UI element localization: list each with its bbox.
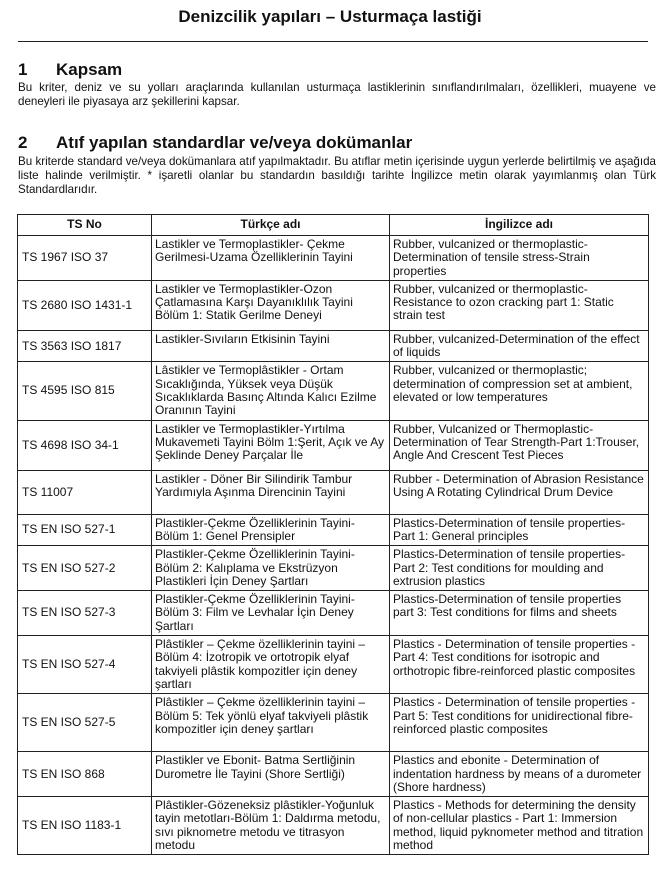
section-1-title: Kapsam xyxy=(56,60,123,79)
table-row xyxy=(18,752,649,797)
header-ts-no: TS No xyxy=(18,215,152,236)
english-name-cell: Plastics-Determination of tensile properties-Part 1: General principles xyxy=(390,514,649,546)
turkish-name-cell: Plâstikler – Çekme özelliklerinin tayini – Bölüm 4: İzotropik ve ortotropik elyaf takviyeli plâstik kompozitler için deney şartları xyxy=(152,636,390,694)
english-name-cell: Plastics and ebonite - Determination of indentation hardness by means of a durometer (Shore hardness) xyxy=(390,752,649,797)
turkish-name-cell: Lastikler ve Termoplastikler-Ozon Çatlamasına Karşı Dayanıklılık Tayini Bölüm 1: Statik Gerilme Deneyi xyxy=(152,280,390,330)
table-row xyxy=(18,330,649,362)
table-row xyxy=(18,280,649,330)
section-1-number: 1 xyxy=(18,60,28,79)
ts-no-cell: TS 3563 ISO 1817 xyxy=(18,330,152,362)
english-name-cell: Plastics - Determination of tensile properties - Part 4: Test conditions for isotropic and orthotropic fibre-reinforced plastic composites xyxy=(390,636,649,694)
ts-no-cell: TS EN ISO 1183-1 xyxy=(18,797,152,855)
table-row xyxy=(18,514,649,546)
turkish-name-cell: Plastikler-Çekme Özelliklerinin Tayini-Bölüm 1: Genel Prensipler xyxy=(152,514,390,546)
ts-no-cell: TS 4698 ISO 34-1 xyxy=(18,420,152,470)
english-name-cell: Rubber, vulcanized or thermoplastic-Resistance to ozon cracking part 1: Static strain test xyxy=(390,280,649,330)
turkish-name-cell: Plastikler-Çekme Özelliklerinin Tayini-Bölüm 2: Kalıplama ve Ekstrüzyon Plastikleri İçin Deney Şartları xyxy=(152,546,390,591)
ts-no-cell: TS EN ISO 527-1 xyxy=(18,514,152,546)
turkish-name-cell: Lastikler ve Termoplastikler-Yırtılma Mukavemeti Tayini Bölm 1:Şerit, Açık ve Ay Şeklinde Deney Parçalar İle xyxy=(152,420,390,470)
turkish-name-cell: Lâstikler ve Termoplâstikler - Ortam Sıcaklığında, Yüksek veya Düşük Sıcaklıklarda Basınç Altında Kalıcı Ezilme Oranının Tayini xyxy=(152,362,390,420)
table-body xyxy=(18,236,649,855)
turkish-name-cell: Lastikler - Döner Bir Silindirik Tambur Yardımıyla Aşınma Direncinin Tayini xyxy=(152,470,390,514)
table-row xyxy=(18,470,649,514)
turkish-name-cell: Lastikler ve Termoplastikler- Çekme Gerilmesi-Uzama Özelliklerinin Tayini xyxy=(152,236,390,281)
table-row xyxy=(18,636,649,694)
title-divider xyxy=(18,41,648,42)
header-turkish-name: Türkçe adı xyxy=(152,215,390,236)
ts-no-cell: TS EN ISO 527-3 xyxy=(18,591,152,636)
english-name-cell: Rubber, vulcanized-Determination of the effect of liquids xyxy=(390,330,649,362)
turkish-name-cell: Plâstikler-Gözeneksiz plâstikler-Yoğunluk tayin metotları-Bölüm 1: Daldırma metodu, sıvı piknometre metodu ve titrasyon metodu xyxy=(152,797,390,855)
table-row xyxy=(18,236,649,281)
ts-no-cell: TS 4595 ISO 815 xyxy=(18,362,152,420)
ts-no-cell: TS EN ISO 868 xyxy=(18,752,152,797)
section-2-number: 2 xyxy=(18,133,28,152)
ts-no-cell: TS 2680 ISO 1431-1 xyxy=(18,280,152,330)
section-2-text: Bu kriterde standard ve/veya dokümanlara atıf yapılmaktadır. Bu atıflar metin içerisinde uygun yerlerde belirtilmiş ve aşağıda liste halinde verilmiştir. * işaretli olanlar bu standardın basıldığı tarihte İngilizce metin olarak yayımlanmış olan Türk Standardlarıdır. xyxy=(18,155,656,196)
header-english-name: İngilizce adı xyxy=(390,215,649,236)
ts-no-cell: TS EN ISO 527-2 xyxy=(18,546,152,591)
english-name-cell: Rubber, vulcanized or thermoplastic; determination of compression set at ambient, elevated or low temperatures xyxy=(390,362,649,420)
english-name-cell: Plastics-Determination of tensile properties part 3: Test conditions for films and sheets xyxy=(390,591,649,636)
turkish-name-cell: Lastikler-Sıvıların Etkisinin Tayini xyxy=(152,330,390,362)
table-row xyxy=(18,362,649,420)
english-name-cell: Rubber, Vulcanized or Thermoplastic-Determination of Tear Strength-Part 1:Trouser, Angle And Crescent Test Pieces xyxy=(390,420,649,470)
english-name-cell: Plastics - Methods for determining the density of non-cellular plastics - Part 1: Immersion method, liquid pyknometer method and titration method xyxy=(390,797,649,855)
english-name-cell: Plastics - Determination of tensile properties - Part 5: Test conditions for unidirectional fibre- reinforced plastic composites xyxy=(390,694,649,752)
section-1-text: Bu kriter, deniz ve su yolları araçlarında kullanılan usturmaça lastiklerinin sınıflandırılmaları, özellikleri, muayene ve deneyleri ile piyasaya arz şekillerini kapsar. xyxy=(18,81,656,108)
turkish-name-cell: Plastikler-Çekme Özelliklerinin Tayini-Bölüm 3: Film ve Levhalar İçin Deney Şartları xyxy=(152,591,390,636)
document-title: Denizcilik yapıları – Usturmaça lastiği xyxy=(178,7,482,26)
ts-no-cell: TS EN ISO 527-5 xyxy=(18,694,152,752)
table-row xyxy=(18,797,649,855)
table-header-row xyxy=(18,215,649,236)
ts-no-cell: TS EN ISO 527-4 xyxy=(18,636,152,694)
section-2-heading xyxy=(18,133,412,153)
ts-no-cell: TS 1967 ISO 37 xyxy=(18,236,152,281)
table-row xyxy=(18,420,649,470)
table-row xyxy=(18,546,649,591)
english-name-cell: Rubber, vulcanized or thermoplastic-Determination of tensile stress-Strain properties xyxy=(390,236,649,281)
section-1-heading xyxy=(18,60,122,80)
standards-table xyxy=(17,214,649,855)
section-2-title: Atıf yapılan standardlar ve/veya dokümanlar xyxy=(56,133,413,152)
english-name-cell: Rubber - Determination of Abrasion Resistance Using A Rotating Cylindrical Drum Device xyxy=(390,470,649,514)
ts-no-cell: TS 11007 xyxy=(18,470,152,514)
table-row xyxy=(18,591,649,636)
table-row xyxy=(18,694,649,752)
turkish-name-cell: Plâstikler – Çekme özelliklerinin tayini – Bölüm 5: Tek yönlü elyaf takviyeli plâstik kompozitler için deney şartları xyxy=(152,694,390,752)
english-name-cell: Plastics-Determination of tensile properties-Part 2: Test conditions for moulding and extrusion plastics xyxy=(390,546,649,591)
turkish-name-cell: Plastikler ve Ebonit- Batma Sertliğinin Durometre İle Tayini (Shore Sertliği) xyxy=(152,752,390,797)
